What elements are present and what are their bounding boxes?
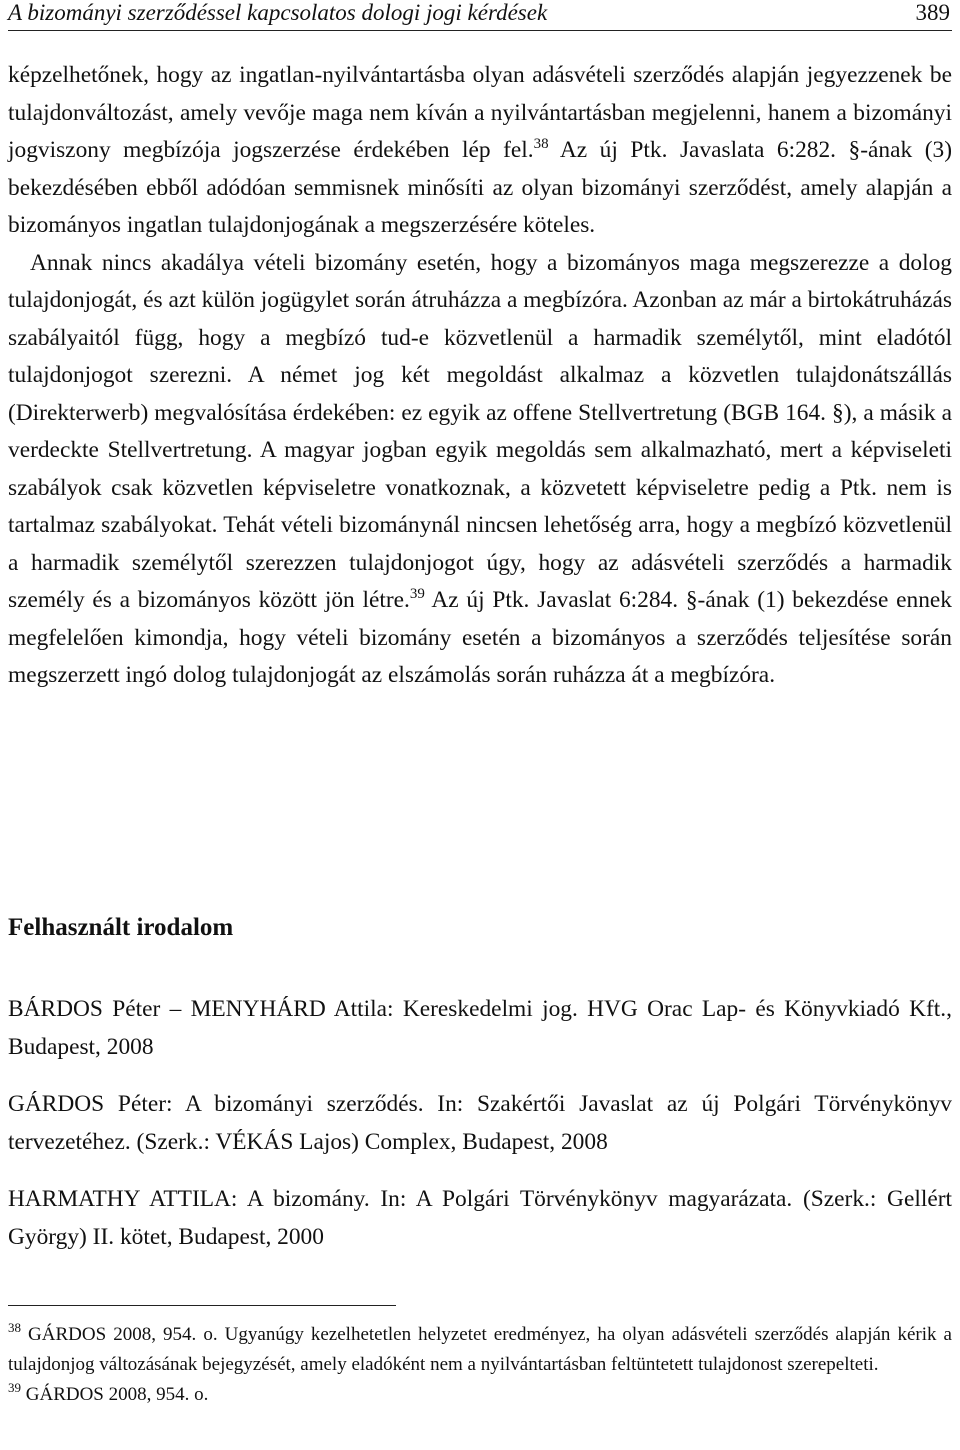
page-number: 389 (915, 0, 950, 25)
running-header (8, 0, 952, 31)
paragraph-1-text-a: képzelhetőnek, hogy az ingatlan-nyilvántartásba olyan adásvételi szerződés alapján jegyezzenek be tulajdonváltozást, amely vevője maga nem kíván a nyilvántartásban megjelenni, hanem a bizományi jogviszony megbízója jogszerzése érdekében lép fel. (8, 62, 952, 163)
paragraph-2 (8, 245, 952, 695)
footnotes (8, 1320, 952, 1410)
footnote-38 (8, 1320, 952, 1380)
main-text (8, 57, 952, 695)
reference-item: BÁRDOS Péter – MENYHÁRD Attila: Kereskedelmi jog. HVG Orac Lap- és Könyvkiadó Kft., Budapest, 2008 (8, 996, 952, 1060)
footnote-text: GÁRDOS 2008, 954. o. Ugyanúgy kezelhetetlen helyzetet eredményez, ha olyan adásvételi szerződés alapján kérik a tulajdonjog változásának bejegyzését, amely eladóként nem a nyilvántartásban feltüntetett tulajdonost szerepelteti. (8, 1324, 952, 1375)
paragraph-1 (8, 57, 952, 245)
footnote-text: GÁRDOS 2008, 954. o. (21, 1384, 209, 1405)
references-list (8, 990, 952, 1275)
paragraph-2-text-a: Annak nincs akadálya vételi bizomány esetén, hogy a bizományos maga megszerezze a dolog tulajdonjogát, és azt külön jogügylet során átruházza a megbízóra. Azonban az már a birtokátruházás szabályaitól függ, hogy a megbízó tud-e közvetlenül a harmadik személytől, mint eladótól tulajdonjogot szerezni. A német jog két megoldást alkalmaz a közvetlen tulajdonátszállás (Direkterwerb) megvalósítása érdekében: ez egyik az offene Stellvertretung (BGB 164. §), a másik a verdeckte Stellvertretung. A magyar jogban egyik megoldás sem alkalmazható, mert a képviseleti szabályok csak közvetlen képviseletre vonatkoznak, a közvetett képviseletre pedig a Ptk. nem is tartalmaz szabályokat. Tehát vételi bizománynál nincsen lehetőség arra, hogy a megbízó közvetlenül a harmadik személytől szerezzen tulajdonjogot úgy, hogy az adásvételi szerződés a harmadik személy és a bizományos között jön létre. (8, 249, 952, 613)
paragraph-2-text-b: Az új Ptk. Javaslat 6:284. §-ának (1) bekezdése ennek megfelelően kimondja, hogy vételi bizomány esetén a bizományos a szerződés teljesítése során megszerzett ingó dolog tulajdonjogát az elszámolás során ruházza át a megbízóra. (8, 587, 952, 688)
footnote-number: 39 (8, 1380, 21, 1395)
footnote-separator (8, 1305, 396, 1306)
reference-item: HARMATHY ATTILA: A bizomány. In: A Polgári Törvénykönyv magyarázata. (Szerk.: Gellért György) II. kötet, Budapest, 2000 (8, 1186, 952, 1250)
footnote-39 (8, 1380, 952, 1410)
footnote-ref-38[interactable]: 38 (533, 136, 549, 152)
references-heading: Felhasznált irodalom (8, 914, 234, 941)
footnote-number: 38 (8, 1320, 21, 1335)
reference-item: GÁRDOS Péter: A bizományi szerződés. In: Szakértői Javaslat az új Polgári Törvénykönyv tervezetéhez. (Szerk.: VÉKÁS Lajos) Complex, Budapest, 2008 (8, 1091, 952, 1155)
paragraph-1-text-b: Az új Ptk. Javaslata 6:282. §-ának (3) bekezdésében ebből adódóan semmisnek minősíti az olyan bizományi szerződést, amely alapján a bizományos ingatlan tulajdonjogának a megszerzésére köteles. (8, 137, 952, 238)
footnote-ref-39[interactable]: 39 (409, 586, 425, 602)
running-title: A bizományi szerződéssel kapcsolatos dologi jogi kérdések (8, 0, 548, 25)
